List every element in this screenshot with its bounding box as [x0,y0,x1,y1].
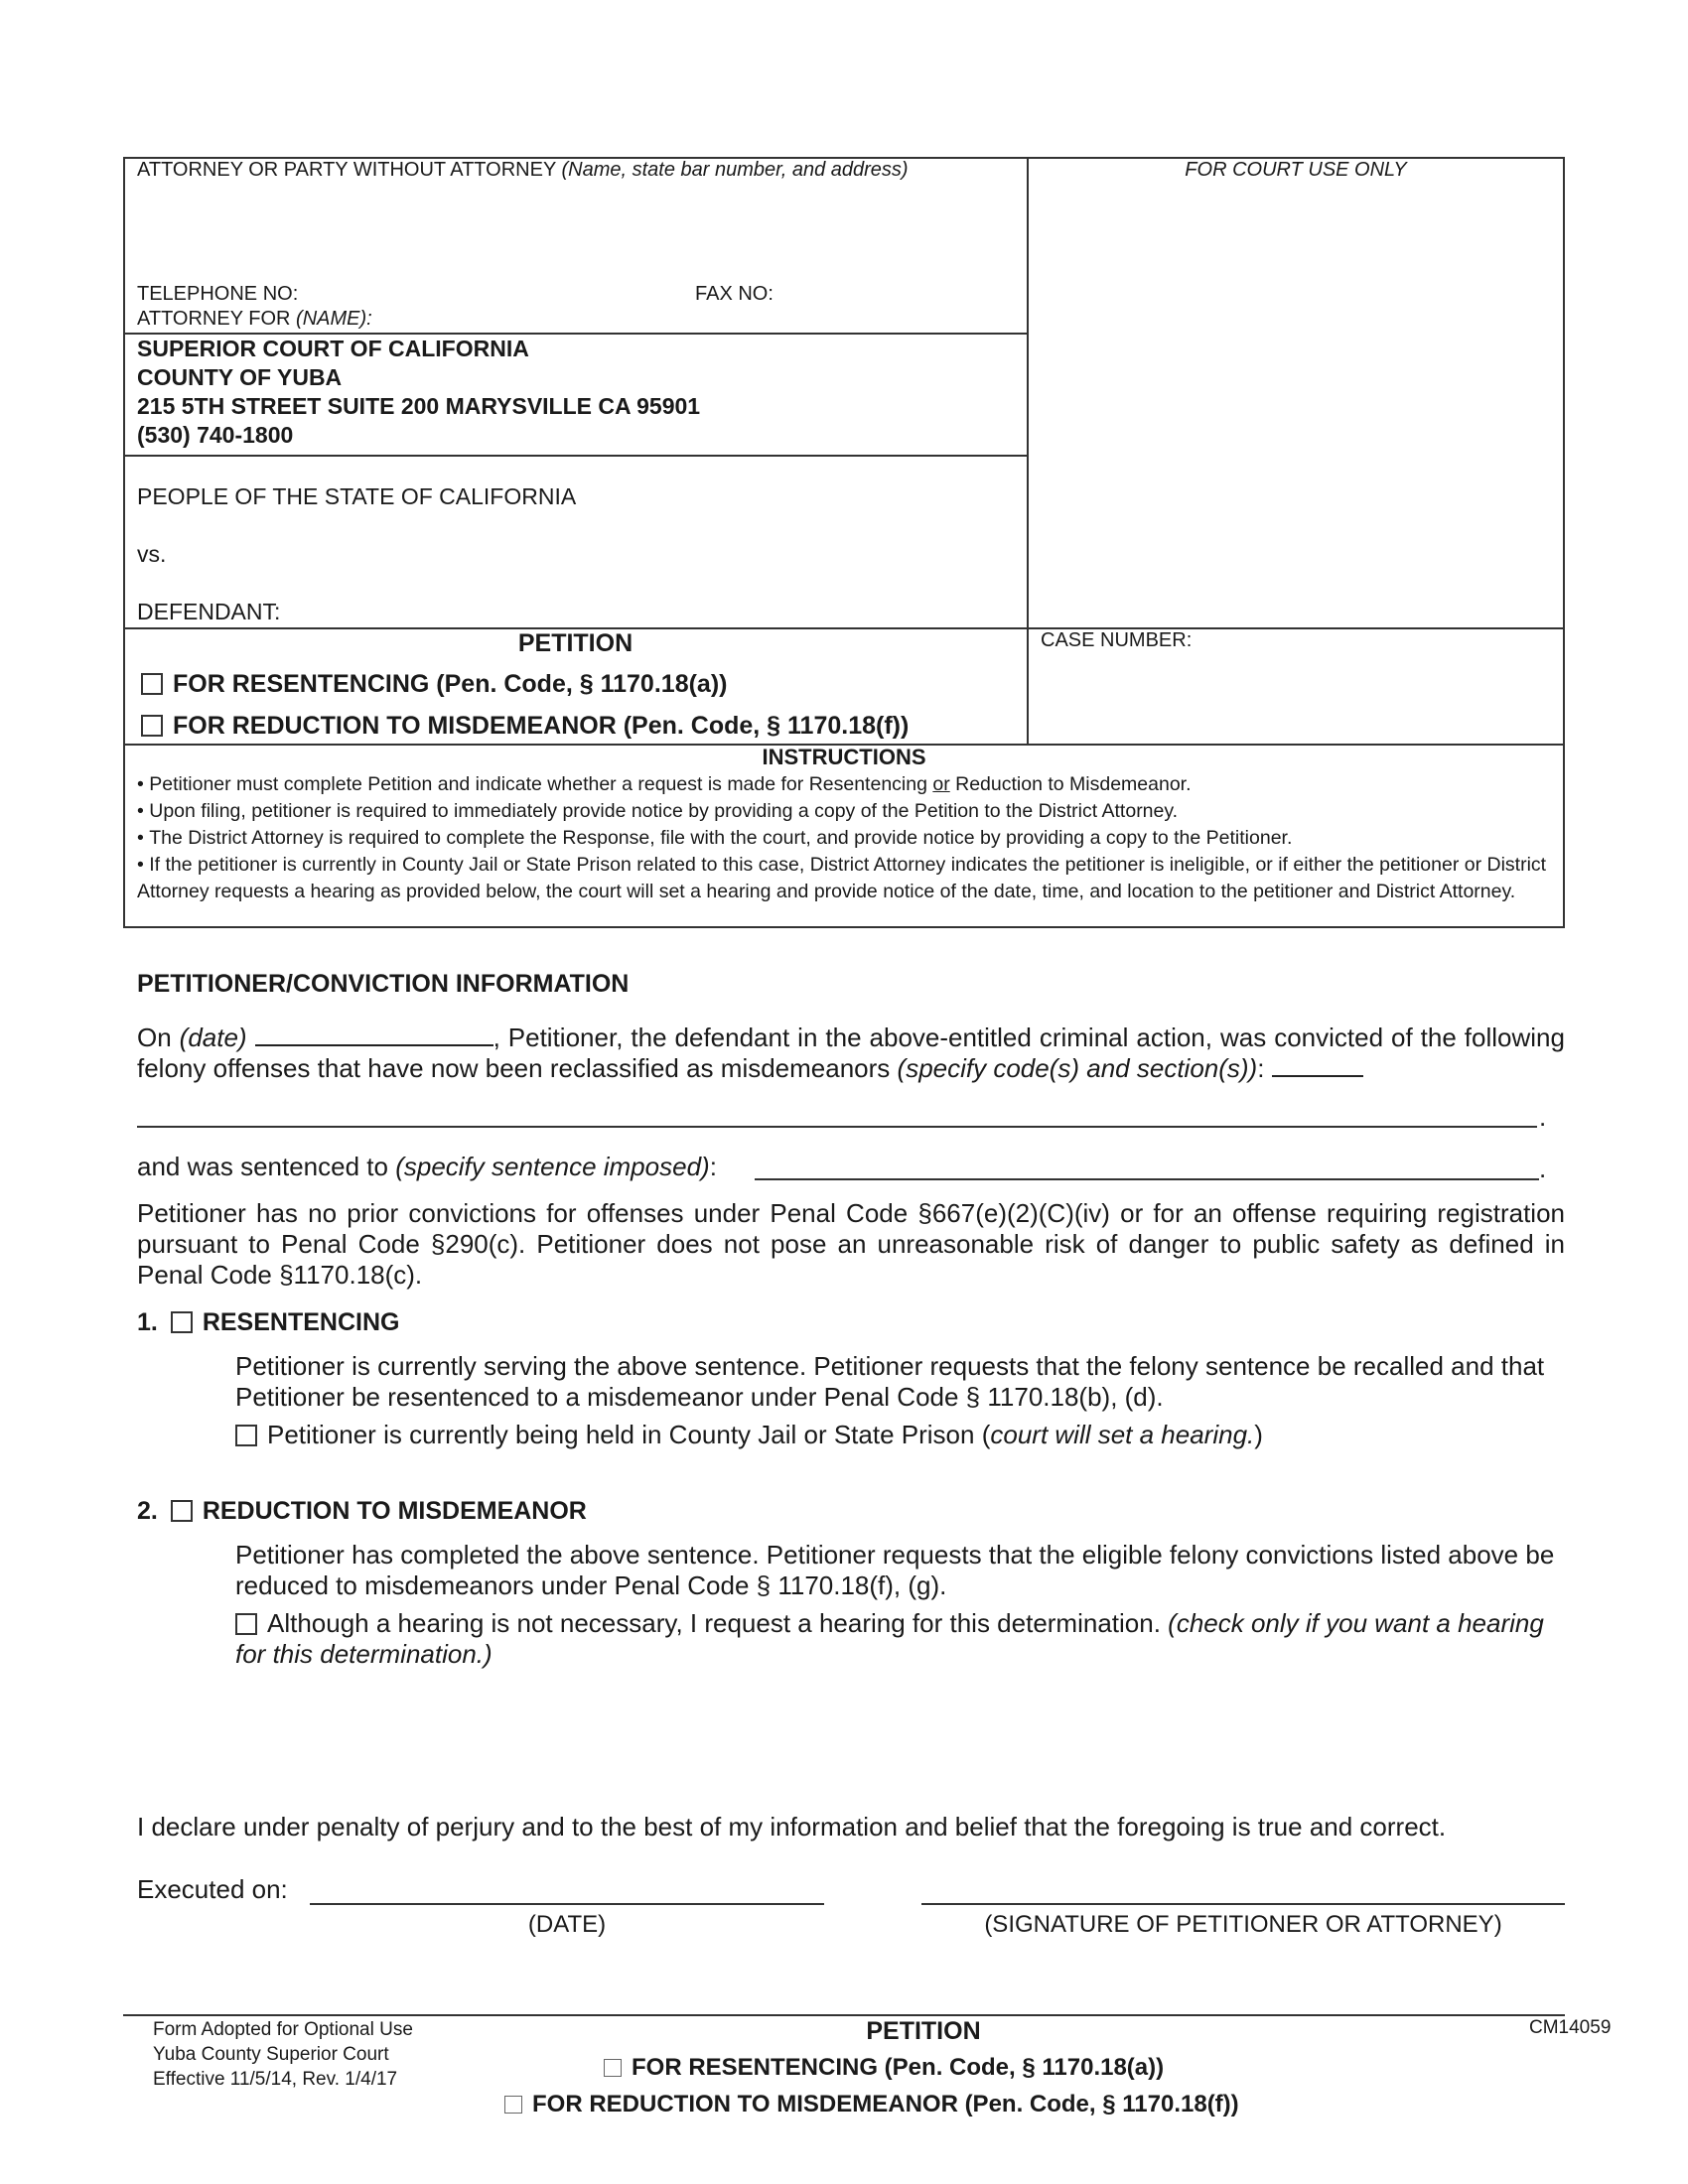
executed-on-label: Executed on: [137,1874,288,1904]
option2-number: 2. [137,1497,158,1525]
period-mark: . [1539,1102,1547,1132]
footer-effective: Effective 11/5/14, Rev. 1/4/17 [153,2069,398,2090]
held-in-custody-checkbox[interactable] [235,1425,257,1446]
footer-resentencing-checkbox [604,2059,622,2077]
reduction-option[interactable] [141,712,909,741]
option1-text: Petitioner is currently serving the above sentence. Petitioner requests that the felony sentence be recalled and that Petitioner be resentenced to a misdemeanor under Penal Code § 1170.18(b), (d). [235,1351,1545,1412]
attorney-field[interactable] [137,159,909,182]
conviction-paragraph: On (date) , Petitioner, the defendant in the above-entitled criminal action, was convicted of the following felony offenses that have now been reclassified as misdemeanors (specify code(s) and section(s)): [137,1023,1565,1083]
hearing-request-option[interactable]: Although a hearing is not necessary, I request a hearing for this determination. (check only if you want a hearing for this determination.) [235,1608,1544,1669]
date-caption: (DATE) [527,1911,607,1938]
footer-reduction-checkbox [504,2096,522,2114]
resentencing-option-label: FOR RESENTENCING (Pen. Code, § 1170.18(a)) [173,670,728,698]
offense-codes-field[interactable] [1272,1053,1363,1077]
instructions-title: INSTRUCTIONS [762,745,926,769]
option1-number: 1. [137,1308,158,1336]
no-prior-paragraph: Petitioner has no prior convictions for offenses under Penal Code §667(e)(2)(C)(iv) or for an offense requiring registration pursuant to Penal Code §290(c). Petitioner does not pose an unreasonable risk of danger to public safety as defined in Penal Code §1170.18(c). [137,1198,1565,1290]
case-number-field[interactable]: CASE NUMBER: [1041,629,1193,651]
reduction-section[interactable] [137,1497,587,1526]
court-county: COUNTY OF YUBA [137,364,343,390]
footer-court: Yuba County Superior Court [153,2044,389,2065]
attorney-hint: (Name, state bar number, and address) [561,159,909,181]
footer-title: PETITION [866,2017,981,2045]
resentencing-option[interactable] [141,670,727,699]
footer-adopted: Form Adopted for Optional Use [153,2019,413,2040]
attorney-label: ATTORNEY OR PARTY WITHOUT ATTORNEY [137,159,556,181]
held-in-custody-option[interactable]: Petitioner is currently being held in County Jail or State Prison (court will set a hearing.) [235,1420,1263,1450]
attorney-for-hint: (NAME): [296,308,372,330]
footer-resentencing: FOR RESENTENCING (Pen. Code, § 1170.18(a)) [604,2054,1164,2082]
resentencing-section[interactable] [137,1308,399,1337]
option1-title: RESENTENCING [202,1308,400,1336]
instruction-item: • Upon filing, petitioner is required to immediately provide notice by providing a copy of the Petition to the District Attorney. [137,800,1179,822]
court-name: SUPERIOR COURT OF CALIFORNIA [137,336,529,361]
fax-field[interactable]: FAX NO: [695,283,774,305]
signature-caption: (SIGNATURE OF PETITIONER OR ATTORNEY) [984,1911,1502,1938]
reduction-checkbox[interactable] [141,715,163,737]
instructions-list [137,771,1553,905]
attorney-for-label: ATTORNEY FOR [137,308,291,330]
section-heading: PETITIONER/CONVICTION INFORMATION [137,970,630,998]
plaintiff-name: PEOPLE OF THE STATE OF CALIFORNIA [137,483,577,509]
instruction-item: • The District Attorney is required to complete the Response, file with the court, and provide notice by providing a copy to the Petitioner. [137,827,1293,849]
petition-title: PETITION [517,629,633,657]
option2-checkbox[interactable] [171,1500,193,1522]
resentencing-checkbox[interactable] [141,673,163,695]
option1-checkbox[interactable] [171,1311,193,1333]
period-mark: . [1539,1154,1547,1183]
footer-reduction: FOR REDUCTION TO MISDEMEANOR (Pen. Code, § 1170.18(f)) [504,2091,1239,2118]
defendant-field[interactable]: DEFENDANT: [137,599,281,624]
hearing-request-checkbox[interactable] [235,1613,257,1635]
court-street: 215 5TH STREET SUITE 200 MARYSVILLE CA 95901 [137,393,701,419]
signature-line[interactable] [921,1903,1565,1905]
attorney-for-field[interactable] [137,308,372,331]
offense-codes-field-line2[interactable] [137,1126,1537,1128]
sentence-field[interactable] [755,1178,1539,1180]
court-phone: (530) 740-1800 [137,422,294,448]
footer-left [153,2017,413,2092]
telephone-field[interactable]: TELEPHONE NO: [137,283,299,305]
court-bottom-line [123,455,1028,457]
option2-text: Petitioner has completed the above sentence. Petitioner requests that the eligible felony convictions listed above be reduced to misdemeanors under Penal Code § 1170.18(f), (g). [235,1540,1555,1600]
sentence-row: and was sentenced to (specify sentence imposed): [137,1152,717,1181]
footer-rule [123,2014,1565,2016]
declaration-text: I declare under penalty of perjury and to the best of my information and belief that the foregoing is true and correct. [137,1812,1447,1842]
instruction-item: • If the petitioner is currently in County Jail or State Prison related to this case, District Attorney indicates the petitioner is ineligible, or if either the petitioner or District Attorney requests a hearing as provided below, the court will set a hearing and provide notice of the date, time, and location to the petitioner and District Attorney. [137,854,1547,902]
conviction-date-field[interactable] [255,1023,493,1046]
date-signature-line[interactable] [310,1903,824,1905]
instruction-item: • Petitioner must complete Petition and indicate whether a request is made for Resentencing or Reduction to Misdemeanor. [137,773,1192,795]
option2-title: REDUCTION TO MISDEMEANOR [202,1497,587,1525]
court-address [137,335,700,450]
vs-label: vs. [137,541,167,567]
reduction-option-label: FOR REDUCTION TO MISDEMEANOR (Pen. Code, § 1170.18(f)) [173,712,910,740]
form-number: CM14059 [1529,2017,1612,2038]
court-use-label: FOR COURT USE ONLY [1185,159,1407,181]
